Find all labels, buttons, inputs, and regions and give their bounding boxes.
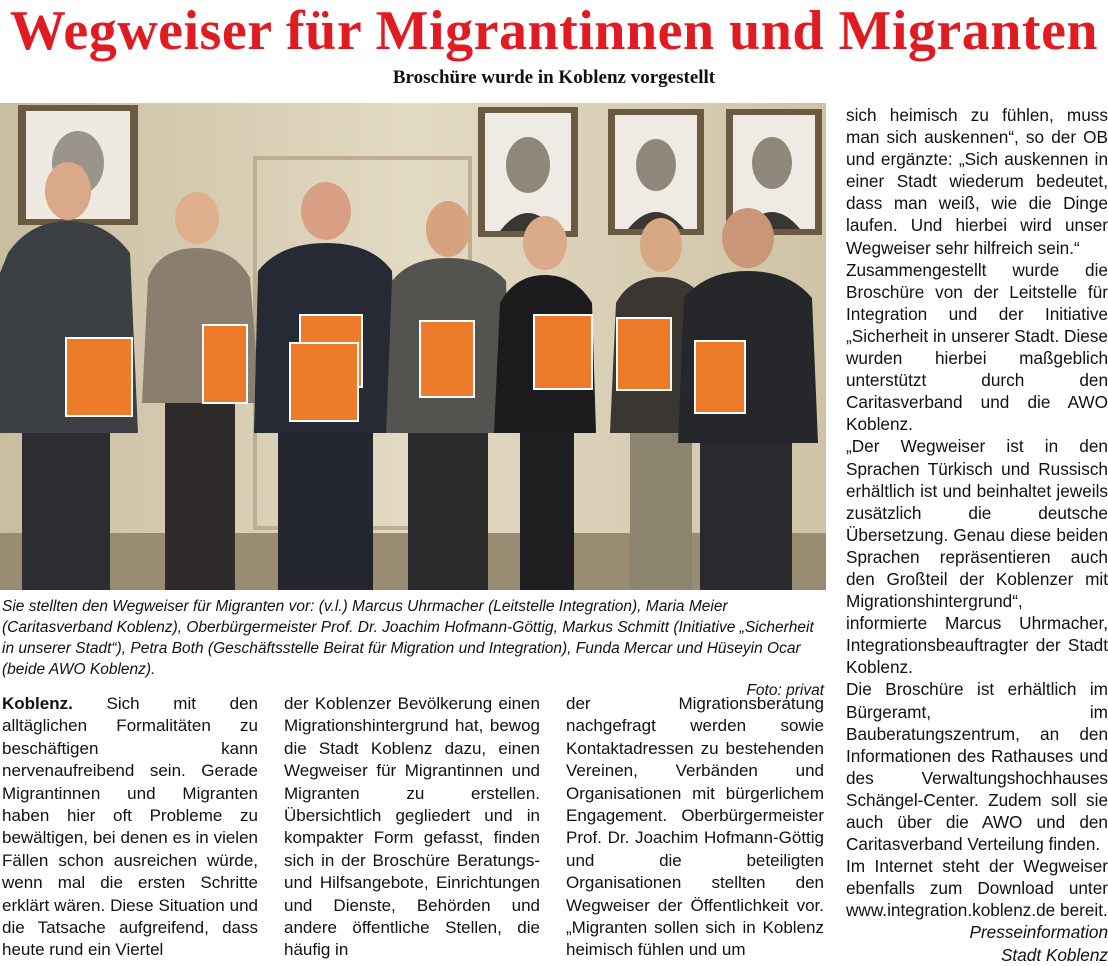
signature-line: Presseinformation: [969, 922, 1108, 943]
signature-line: Stadt Koblenz: [1000, 944, 1108, 965]
column-4-paragraph: Zusammengestellt wurde die Broschüre von der Leitstelle für Integration und der Initiative „Sicherheit in unserer Stadt. Diese wurden hierbei maßgeblich unterstützt durch den Caritasverband und die AWO Koblenz.: [846, 259, 1108, 435]
column-4-paragraph: sich heimisch zu fühlen, muss man sich auskennen“, so der OB und ergänzte: „Sich auskennen in einer Stadt wiederum bedeutet, dass man weiß, wie die Dinge laufen. Und hierbei wird unser Wegweiser sehr hilfreich sein.“: [846, 105, 1108, 258]
photo-illustration: [0, 103, 826, 590]
column-1-text: Sich mit den alltäglichen Formalitäten zu beschäftigen kann nervenaufreibend sein. Gerade Migrantinnen und Migranten haben hier oft Probleme zu bewältigen, bei denen es in vielen Fällen schon ausreichen würde, wenn mal die ersten Schritte erklärt wären. Diese Situation und die Tatsache aufgreifend, dass heute rund ein Viertel: [2, 694, 258, 960]
subheadline: Broschüre wurde in Koblenz vorgestellt: [392, 67, 716, 88]
column-4-paragraph: Im Internet steht der Wegweiser ebenfalls zum Download unter www.integration.koblenz.de bereit.: [846, 856, 1108, 921]
column-4-paragraph: „Der Wegweiser ist in den Sprachen Türkisch und Russisch erhältlich ist und beinhaltet jeweils zusätzlich die deutsche Übersetzung. Genau diese beiden Sprachen repräsentieren auch den Großteil der Koblenzer mit Migrationshintergrund“, informierte Marcus Uhrmacher, Integrationsbeauftragter der Stadt Koblenz.: [846, 436, 1108, 678]
group-photo: [0, 103, 826, 590]
column-3-text: der Migrationsberatung nachgefragt werden sowie Kontaktadressen zu bestehenden Vereinen, Verbänden und Organisationen mit bürgerlichem Engagement. Oberbürgermeister Prof. Dr. Joachim Hofmann-Göttig und die beteiligten Organisationen stellten den Wegweiser der Öffentlichkeit vor. „Migranten sollen sich in Koblenz heimisch fühlen und um: [566, 694, 824, 960]
headline: Wegweiser für Migrantinnen und Migranten: [9, 0, 1099, 62]
article-column-3: [566, 693, 824, 960]
article-column-4: [846, 104, 1108, 965]
column-4-paragraph: Die Broschüre ist erhältlich im Bürgeramt, im Bauberatungszentrum, an den Informationen des Rathauses und des Verwaltungshochhauses Schängel-Center. Zudem soll sie auch über die AWO und den Caritasverband Verteilung finden.: [846, 679, 1108, 855]
article-column-2: [284, 693, 540, 960]
article-column-1: [2, 693, 258, 960]
caption-text: Sie stellten den Wegweiser für Migranten vor: (v.l.) Marcus Uhrmacher (Leitstelle Integration), Maria Meier (Caritasverband Koblenz), Oberbürgermeister Prof. Dr. Joachim Hofmann-Göttig, Markus Schmitt (Initiative „Sicherheit in unserer Stadt“), Petra Both (Geschäftsstelle Beirat für Migration und Integration), Funda Mercar und Hüseyin Ocar (beide AWO Koblenz).: [2, 598, 814, 678]
photo-caption: [2, 596, 824, 701]
dateline: Koblenz.: [2, 694, 73, 713]
column-2-text: der Koblenzer Bevölkerung einen Migrationshintergrund hat, bewog die Stadt Koblenz dazu, einen Wegweiser für Migrantinnen und Migranten zu erstellen. Übersichtlich gegliedert und in kompakter Form gefasst, finden sich in der Broschüre Beratungs- und Hilfsangebote, Einrichtungen und Dienste, Behörden und andere öffentliche Stellen, die häufig in: [284, 694, 540, 960]
photo-credit: Foto: privat: [746, 682, 824, 699]
